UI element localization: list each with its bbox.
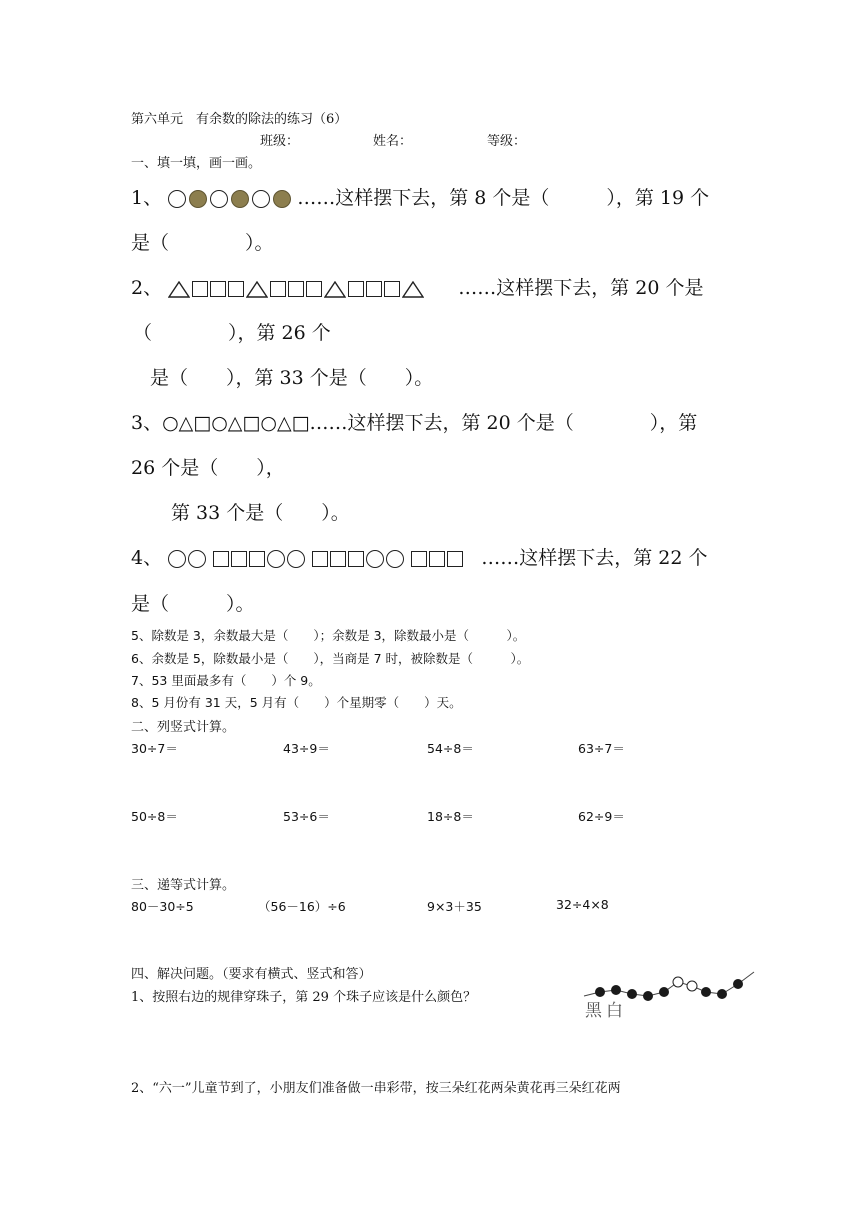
calc-item: 54÷8＝ <box>427 741 474 756</box>
q3-continuation: 26 个是（ ）， <box>131 457 285 479</box>
triangle-icon <box>168 281 190 298</box>
q2-text: ……这样摆下去，第 20 个是 <box>458 277 704 299</box>
section4-heading: 四、解决问题。（要求有横式、竖式和答） <box>131 967 372 982</box>
bead-string-icon <box>578 966 756 1022</box>
circle-icon <box>287 550 305 568</box>
q4-text: ……这样摆下去，第 22 个 <box>481 547 708 569</box>
triangle-icon <box>402 281 424 298</box>
q4-pattern <box>168 550 463 568</box>
q5: 5、除数是 3，余数最大是（ ）；余数是 3，除数最小是（ ）。 <box>131 628 526 643</box>
q2-continuation: （ ），第 26 个 <box>133 322 331 344</box>
q1-line <box>131 183 709 210</box>
square-icon <box>228 281 244 297</box>
expr-item: 32÷4×8 <box>556 897 609 912</box>
expr-item: 80－30÷5 <box>131 899 194 914</box>
q2-prefix: 2、 <box>131 277 163 299</box>
calc-item: 30÷7＝ <box>131 741 178 756</box>
circle-icon <box>188 550 206 568</box>
square-icon <box>231 551 247 567</box>
q4-continuation: 是（ ）。 <box>131 593 255 615</box>
circle-icon <box>168 190 186 208</box>
q8: 8、5 月份有 31 天，5 月有（ ）个星期零（ ）天。 <box>131 695 462 710</box>
filled-circle-icon <box>189 190 207 208</box>
square-icon <box>288 281 304 297</box>
square-icon <box>330 551 346 567</box>
square-icon <box>384 281 400 297</box>
bead-label-black: 黑 <box>585 1001 602 1021</box>
q1-pattern <box>168 190 291 208</box>
q2-pattern <box>168 281 424 298</box>
square-icon <box>312 551 328 567</box>
square-icon <box>348 281 364 297</box>
square-icon <box>366 281 382 297</box>
calc-item: 43÷9＝ <box>283 741 330 756</box>
q6: 6、余数是 5，除数最小是（ ），当商是 7 时，被除数是（ ）。 <box>131 651 530 666</box>
square-icon <box>429 551 445 567</box>
q1-continuation: 是（ ）。 <box>131 232 274 254</box>
section2-heading: 二、列竖式计算。 <box>131 720 236 735</box>
circle-icon <box>168 550 186 568</box>
square-icon <box>306 281 322 297</box>
calc-item: 50÷8＝ <box>131 809 178 824</box>
q2-line <box>131 273 704 300</box>
circle-icon <box>267 550 285 568</box>
class-label: 班级： <box>260 134 300 149</box>
calc-item: 53÷6＝ <box>283 809 330 824</box>
circle-icon <box>366 550 384 568</box>
square-icon <box>348 551 364 567</box>
triangle-icon <box>246 281 268 298</box>
square-icon <box>447 551 463 567</box>
square-icon <box>270 281 286 297</box>
calc-item: 63÷7＝ <box>578 741 625 756</box>
section1-heading: 一、填一填，画一画。 <box>131 156 262 171</box>
square-icon <box>210 281 226 297</box>
section3-heading: 三、递等式计算。 <box>131 878 236 893</box>
q2-continuation-2: 是（ ），第 33 个是（ ）。 <box>150 367 434 389</box>
square-icon <box>411 551 427 567</box>
q3-line: 3、○△□○△□○△□……这样摆下去，第 20 个是（ ），第 <box>131 412 698 434</box>
expr-item: （56－16）÷6 <box>258 899 346 914</box>
circle-icon <box>210 190 228 208</box>
bead-string-illustration <box>578 966 756 1022</box>
s4-q1: 1、按照右边的规律穿珠子，第 29 个珠子应该是什么颜色？ <box>131 990 477 1005</box>
s4-q2: 2、“六一”儿童节到了，小朋友们准备做一串彩带，按三朵红花两朵黄花再三朵红花两 <box>131 1081 621 1096</box>
name-label: 姓名： <box>373 134 413 149</box>
page-title: 第六单元 有余数的除法的练习（6） <box>131 112 348 127</box>
triangle-icon <box>324 281 346 298</box>
calc-item: 18÷8＝ <box>427 809 474 824</box>
square-icon <box>249 551 265 567</box>
grade-label: 等级： <box>487 134 527 149</box>
q3-continuation-2: 第 33 个是（ ）。 <box>171 502 350 524</box>
q7: 7、53 里面最多有（ ）个 9。 <box>131 673 321 688</box>
square-icon <box>213 551 229 567</box>
bead-label-white: 白 <box>606 1001 623 1021</box>
q4-prefix: 4、 <box>131 547 163 569</box>
square-icon <box>192 281 208 297</box>
calc-item: 62÷9＝ <box>578 809 625 824</box>
expr-item: 9×3＋35 <box>427 899 482 914</box>
q1-prefix: 1、 <box>131 187 163 209</box>
circle-icon <box>252 190 270 208</box>
circle-icon <box>386 550 404 568</box>
q4-line <box>131 543 708 570</box>
q1-text: ……这样摆下去，第 8 个是（ ），第 19 个 <box>297 187 710 209</box>
filled-circle-icon <box>231 190 249 208</box>
filled-circle-icon <box>273 190 291 208</box>
